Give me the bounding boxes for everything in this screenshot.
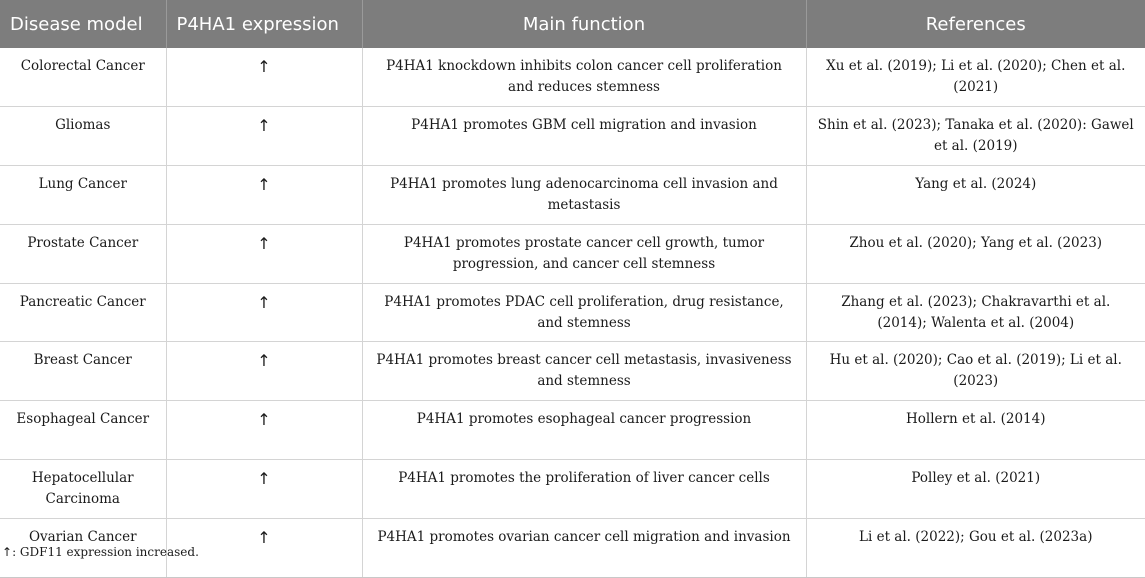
disease-cell: Hepatocellular Carcinoma [0, 460, 166, 519]
function-cell: P4HA1 promotes ovarian cancer cell migration and invasion [362, 518, 806, 577]
expression-up-arrow-icon: ↑ [166, 224, 362, 283]
function-cell: P4HA1 promotes the proliferation of liver cancer cells [362, 460, 806, 519]
function-cell: P4HA1 promotes GBM cell migration and invasion [362, 107, 806, 166]
footnote-text: : GDF11 expression increased. [12, 545, 199, 559]
header-row [0, 0, 1145, 48]
table-row [0, 48, 1145, 107]
references-cell: Shin et al. (2023); Tanaka et al. (2020): Gawel et al. (2019) [806, 107, 1145, 166]
disease-cell: Colorectal Cancer [0, 48, 166, 107]
function-cell: P4HA1 promotes lung adenocarcinoma cell invasion and metastasis [362, 166, 806, 225]
expression-up-arrow-icon: ↑ [166, 401, 362, 460]
function-cell: P4HA1 promotes breast cancer cell metastasis, invasiveness and stemness [362, 342, 806, 401]
disease-cell: Breast Cancer [0, 342, 166, 401]
header-p4ha1-expression: P4HA1 expression [166, 0, 362, 48]
table-row [0, 342, 1145, 401]
header-disease-model: Disease model [0, 0, 166, 48]
function-cell: P4HA1 promotes prostate cancer cell growth, tumor progression, and cancer cell stemness [362, 224, 806, 283]
up-arrow-icon: ↑ [2, 545, 13, 559]
expression-up-arrow-icon: ↑ [166, 107, 362, 166]
expression-up-arrow-icon: ↑ [166, 342, 362, 401]
table-row [0, 283, 1145, 342]
disease-cell: Esophageal Cancer [0, 401, 166, 460]
expression-up-arrow-icon: ↑ [166, 166, 362, 225]
references-cell: Yang et al. (2024) [806, 166, 1145, 225]
table-row [0, 401, 1145, 460]
expression-up-arrow-icon: ↑ [166, 518, 362, 577]
table-row [0, 460, 1145, 519]
header-main-function: Main function [362, 0, 806, 48]
function-cell: P4HA1 promotes esophageal cancer progression [362, 401, 806, 460]
expression-up-arrow-icon: ↑ [166, 283, 362, 342]
disease-cell: Gliomas [0, 107, 166, 166]
references-cell: Xu et al. (2019); Li et al. (2020); Chen et al. (2021) [806, 48, 1145, 107]
references-cell: Hu et al. (2020); Cao et al. (2019); Li et al. (2023) [806, 342, 1145, 401]
references-cell: Zhang et al. (2023); Chakravarthi et al. (2014); Walenta et al. (2004) [806, 283, 1145, 342]
references-cell: Polley et al. (2021) [806, 460, 1145, 519]
function-cell: P4HA1 knockdown inhibits colon cancer cell proliferation and reduces stemness [362, 48, 806, 107]
header-references: References [925, 13, 1026, 35]
disease-cell: Prostate Cancer [0, 224, 166, 283]
disease-cell: Ovarian Cancer [0, 518, 166, 577]
table-row [0, 224, 1145, 283]
references-cell: Hollern et al. (2014) [806, 401, 1145, 460]
disease-cell: Lung Cancer [0, 166, 166, 225]
table-row [0, 107, 1145, 166]
function-cell: P4HA1 promotes PDAC cell proliferation, drug resistance, and stemness [362, 283, 806, 342]
expression-up-arrow-icon: ↑ [166, 48, 362, 107]
references-cell: Li et al. (2022); Gou et al. (2023a) [806, 518, 1145, 577]
table-row [0, 166, 1145, 225]
expression-up-arrow-icon: ↑ [166, 460, 362, 519]
table-footnote [2, 545, 199, 559]
disease-cell: Pancreatic Cancer [0, 283, 166, 342]
references-cell: Zhou et al. (2020); Yang et al. (2023) [806, 224, 1145, 283]
